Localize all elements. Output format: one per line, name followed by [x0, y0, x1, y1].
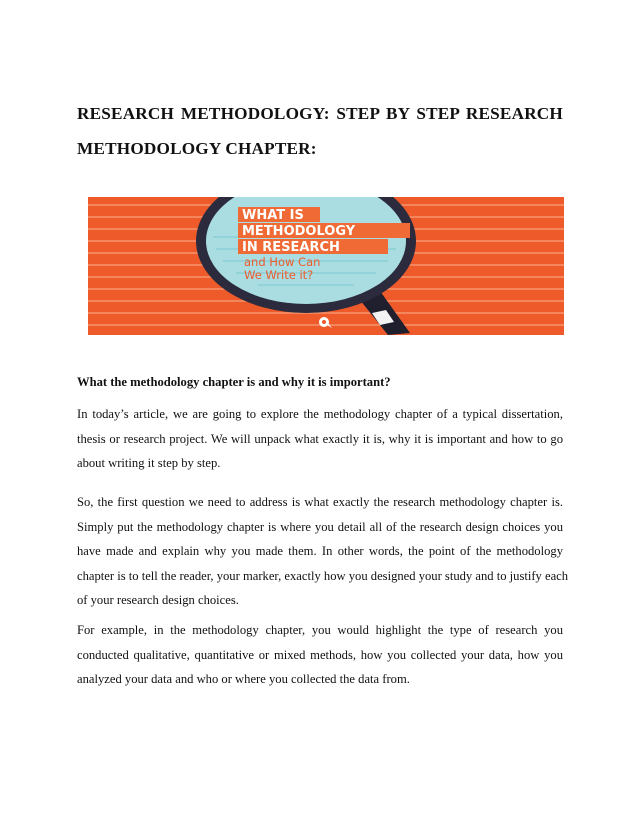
title-line-1: RESEARCH METHODOLOGY: STEP BY STEP RESEARCH [77, 104, 563, 123]
document-title [77, 96, 563, 166]
banner-line-3: IN RESEARCH [242, 240, 340, 255]
banner-line-4: and How Can [244, 255, 321, 269]
paragraph-3-line-1: For example, in the methodology chapter, you would highlight the type of research you [77, 623, 563, 637]
section-heading: What the methodology chapter is and why it is important? [77, 375, 391, 389]
banner-line-1: WHAT IS [242, 208, 304, 223]
paragraph-2-line-4: chapter is to tell the reader, your marker, exactly how you designed your study and to justify each [77, 568, 569, 583]
banner-line-2: METHODOLOGY [242, 224, 356, 239]
banner-image [88, 197, 564, 335]
paragraph-2-line-2: Simply put the methodology chapter is where you detail all of the research design choices you [77, 519, 563, 534]
banner-line-5: We Write it? [244, 268, 314, 282]
title-line-2: METHODOLOGY CHAPTER: [77, 139, 317, 158]
paragraph-1-line-2: thesis or research project. We will unpack what exactly it is, why it is important and how to go [77, 431, 563, 446]
paragraph-2-line-5: of your research design choices. [77, 593, 239, 608]
magnifier-illustration [88, 197, 564, 335]
paragraph-1-line-3: about writing it step by step. [77, 456, 221, 471]
paragraph-2 [77, 490, 569, 613]
paragraph-1-line-1: In today’s article, we are going to explore the methodology chapter of a typical dissertation, [77, 407, 563, 421]
paragraph-3 [77, 618, 563, 692]
paragraph-1 [77, 402, 563, 476]
paragraph-2-line-3: have made and explain why you made them. In other words, the point of the methodology [77, 544, 563, 559]
paragraph-2-line-1: So, the first question we need to address is what exactly the research methodology chapter is. [77, 495, 563, 509]
paragraph-3-line-3: analyzed your data and who or where you collected the data from. [77, 672, 410, 687]
paragraph-3-line-2: conducted qualitative, quantitative or mixed methods, how you collected your data, how you [77, 647, 563, 662]
